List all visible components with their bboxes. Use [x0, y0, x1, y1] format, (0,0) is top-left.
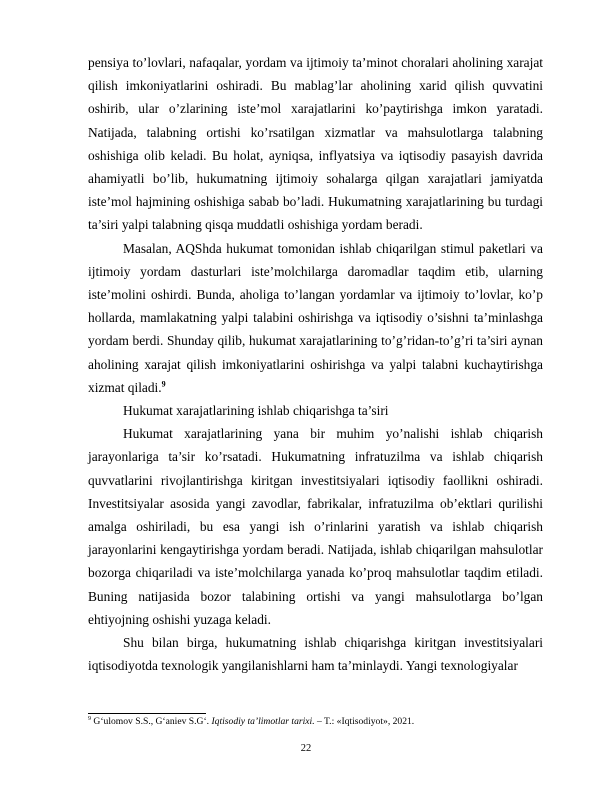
section-heading: Hukumat xarajatlarining ishlab chiqarishga ta’siri — [123, 403, 389, 419]
paragraph-1: pensiya to’lovlari, nafaqalar, yordam va ijtimoiy ta’minot choralari aholining xarajat qilish imkoniyatlarini oshiradi. Bu mablag’lar aholining xarid qilish quvvatini oshirib, ular o’zlarining iste’mol xarajatlarini ko’paytirishga imkon yaratadi. Natijada, talabning ortishi ko’rsatilgan xizmatlar va mahsulotlarga talabning oshishiga olib keladi. Bu holat, ayniqsa, inflyatsiya va iqtisodiy pasayish davrida ahamiyatli bo’lib, hukumatning ijtimoiy sohalarga qilgan xarajatlari jamiyatda iste’mol hajmining oshishiga sabab bo’ladi. Hukumatning xarajatlarining bu turdagi ta’siri yalpi talabning qisqa muddatli oshishiga yordam beradi. — [88, 55, 543, 233]
footnote-divider — [88, 713, 206, 714]
page-number: 22 — [300, 743, 312, 754]
paragraph-2 — [88, 237, 543, 399]
paragraph-3: Hukumat xarajatlarining yana bir muhim yo’nalishi ishlab chiqarish jarayonlariga ta’sir ko’rsatadi. Hukumatning infratuzilma va ishlab chiqarish quvvatlarini rivojlantirishga kiritgan investitsiyalari iqtisodiy faollikni oshiradi. Investitsiyalar asosida yangi zavodlar, fabrikalar, infratuzilma ob’ektlari qurilishi amalga oshiriladi, bu esa yangi ish o’rinlarini yaratish va ishlab chiqarish jarayonlarini kengaytirishga yordam beradi. Natijada, ishlab chiqarilgan mahsulotlar bozorga chiqariladi va iste’molchilarga yanada ko’proq mahsulotlar taqdim etiladi. Buning natijasida bozor talabining ortishi va yangi mahsulotlarga bo’lgan ehtiyojning oshishi yuzaga keladi. — [88, 426, 543, 627]
body-text — [88, 51, 543, 677]
footnote-title: Iqtisodiy ta’limotlar tarixi. — [211, 716, 315, 727]
footnote-authors: G‘ulomov S.S., G‘aniev S.G‘. — [93, 716, 210, 727]
paragraph-2-text: Masalan, AQShda hukumat tomonidan ishlab chiqarilgan stimul paketlari va ijtimoiy yordam dasturlari iste’molchilarga daromadlar taqdim etib, ularning iste’molini oshirdi. Bunda, aholiga to’langan yordamlar va ijtimoiy to’lovlar, ko’p hollarda, mamlakatning yalpi talabini oshirishga va iqtisodiy o’sishni ta’minlashga yordam berdi. Shunday qilib, hukumat xarajatlarining to’g’ridan-to’g’ri ta’siri aynan aholining xarajat qilish imkoniyatlarini oshirishga va yalpi talabni kuchaytirishga xizmat qiladi. — [88, 240, 543, 395]
paragraph-4: Shu bilan birga, hukumatning ishlab chiqarishga kiritgan investitsiyalari iqtisodiyotda texnologik yangilanishlarni ham ta’minlaydi. Yangi texnologiyalar — [88, 635, 543, 674]
footnote — [88, 716, 543, 728]
footnote-mark: 9 — [88, 715, 91, 722]
footnote-reference[interactable]: 9 — [161, 379, 166, 389]
footnote-publisher: – T.: «Iqtisodiyot», 2021. — [317, 716, 415, 727]
